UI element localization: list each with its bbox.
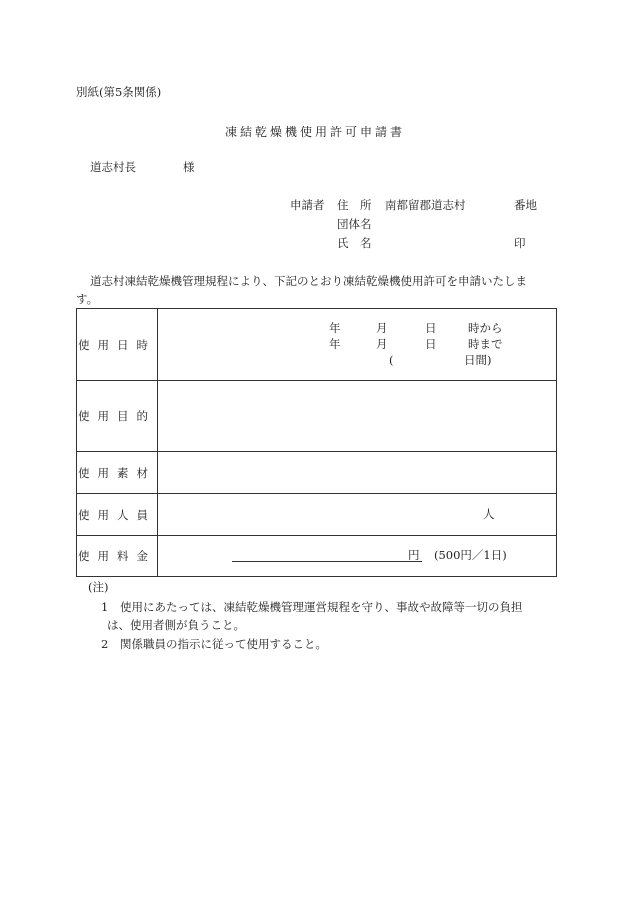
- day-label-to: 日: [425, 337, 437, 351]
- fee-unit: 円: [408, 548, 420, 562]
- notes-heading: (注): [88, 580, 109, 594]
- name-label: 氏 名: [337, 236, 372, 250]
- label-usage-persons: 使用人員: [77, 494, 158, 536]
- time-to-label: 時まで: [468, 337, 503, 351]
- usage-persons-field[interactable]: [158, 494, 557, 536]
- applicant-label: 申請者: [290, 198, 325, 212]
- addressee: 道志村長: [90, 160, 136, 174]
- document-title: 凍結乾燥機使用許可申請書: [225, 125, 406, 139]
- month-label-from: 月: [376, 321, 388, 335]
- year-label-from: 年: [329, 321, 341, 335]
- address-value: 南都留郡道志村: [385, 198, 466, 212]
- intro-line-2: す。: [76, 292, 99, 306]
- persons-unit: 人: [483, 507, 495, 521]
- year-label-to: 年: [329, 337, 341, 351]
- note-2-number: 2: [101, 637, 109, 651]
- intro-line-1: 道志村凍結乾燥機管理規程により、下記のとおり凍結乾燥機使用許可を申請いたしま: [90, 274, 527, 288]
- fee-amount-line[interactable]: [232, 561, 422, 562]
- label-usage-fee: 使用料金: [77, 536, 158, 577]
- application-table: [76, 308, 557, 577]
- usage-material-field[interactable]: [158, 452, 557, 494]
- address-label: 住 所: [337, 198, 372, 212]
- table-row-purpose: [77, 381, 557, 452]
- fee-rate: (500円／1日): [434, 548, 507, 562]
- organization-label: 団体名: [337, 217, 372, 231]
- note-1-line-1: 使用にあたっては、凍結乾燥機管理運営規程を守り、事故や故障等一切の負担: [120, 600, 523, 614]
- usage-datetime-field[interactable]: [158, 309, 557, 381]
- seal-mark: 印: [514, 236, 526, 250]
- label-usage-datetime: 使用日時: [77, 309, 158, 381]
- table-row-material: [77, 452, 557, 494]
- label-usage-purpose: 使用目的: [77, 381, 158, 452]
- time-from-label: 時から: [468, 321, 503, 335]
- table-row-persons: [77, 494, 557, 536]
- days-count-label: 日間): [464, 353, 492, 367]
- table-row-datetime: [77, 309, 557, 381]
- note-2-line-1: 関係職員の指示に従って使用すること。: [120, 637, 327, 651]
- usage-purpose-field[interactable]: [158, 381, 557, 452]
- table-row-fee: [77, 536, 557, 577]
- note-1-line-2: は、使用者側が負うこと。: [107, 618, 245, 632]
- attachment-label: 別紙(第5条関係): [76, 85, 162, 99]
- usage-fee-field[interactable]: [158, 536, 557, 577]
- note-1-number: 1: [101, 600, 109, 614]
- honorific: 様: [183, 160, 195, 174]
- label-usage-material: 使用素材: [77, 452, 158, 494]
- day-label-from: 日: [425, 321, 437, 335]
- address-suffix: 番地: [514, 198, 537, 212]
- month-label-to: 月: [376, 337, 388, 351]
- days-open-paren: (: [389, 353, 394, 367]
